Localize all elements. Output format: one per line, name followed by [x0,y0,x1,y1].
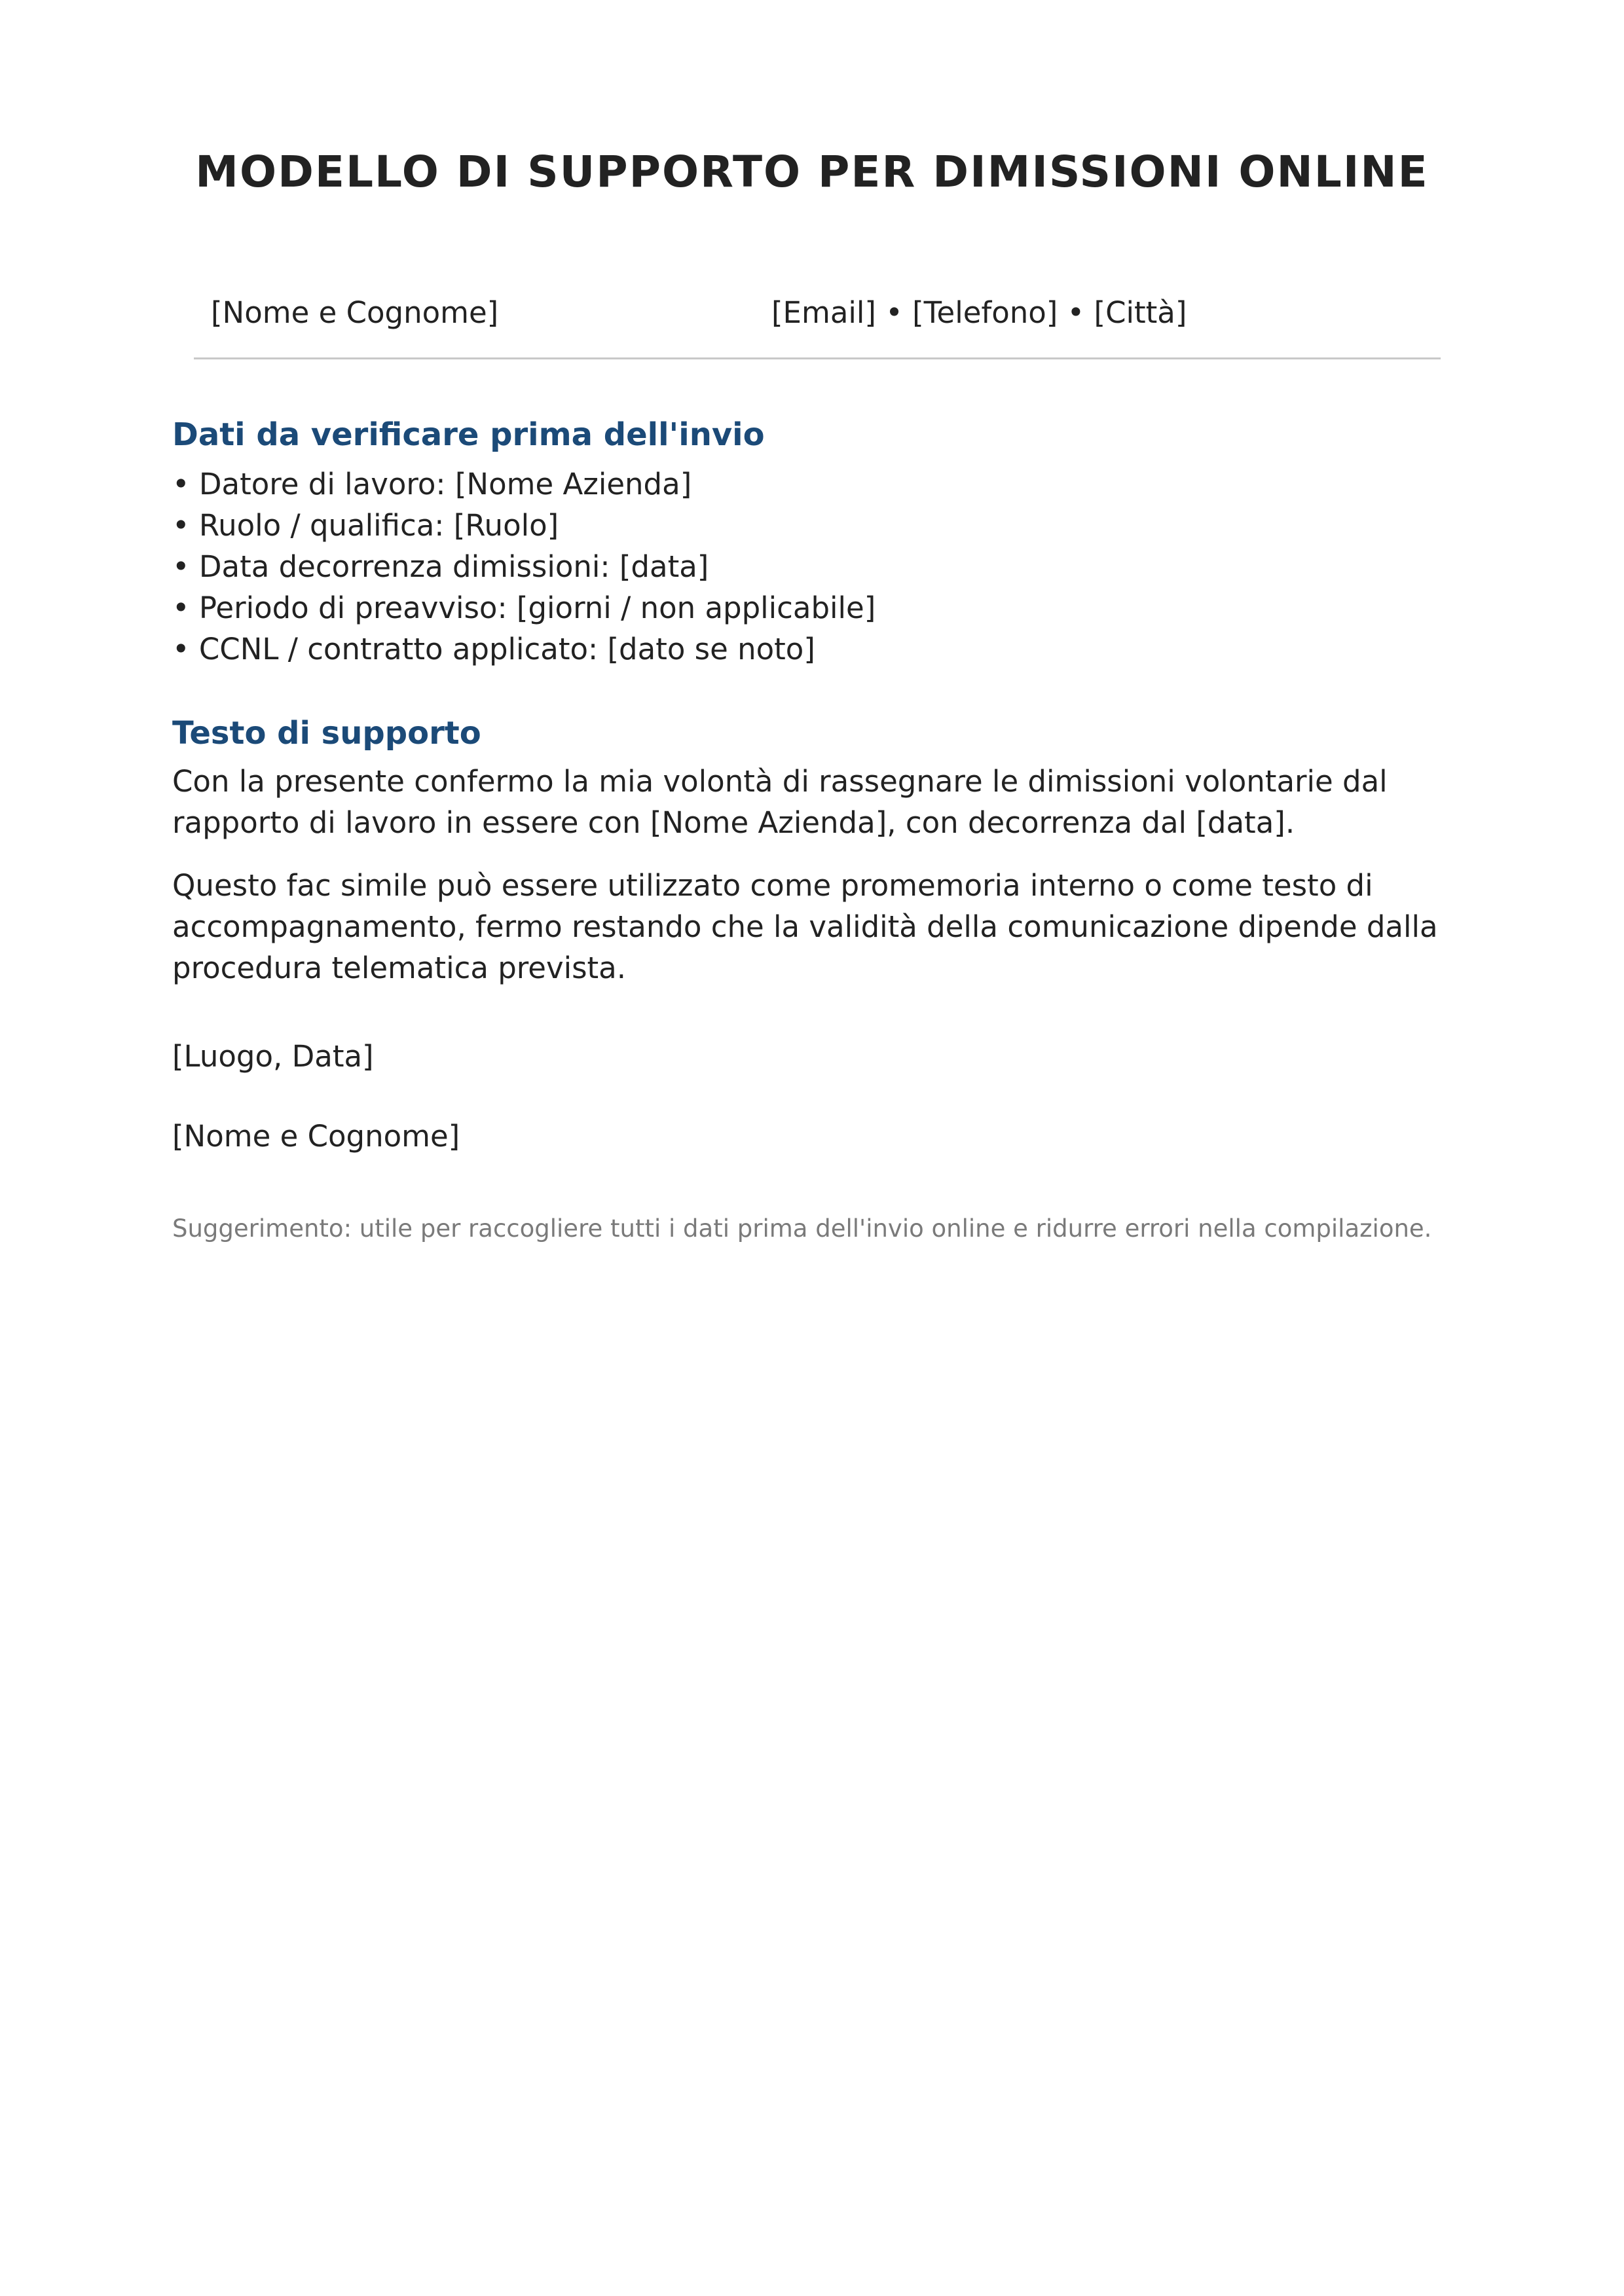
list-item: • CCNL / contratto applicato: [dato se noto] [172,632,815,666]
contact-name: [Nome e Cognome] [211,295,499,330]
support-text-heading: Testo di supporto [172,715,481,752]
checklist-list [172,464,876,670]
footer-hint: Suggerimento: utile per raccogliere tutti i dati prima dell'invio online e ridurre errori nella compilazione. [172,1214,1432,1243]
contact-header [194,288,1441,359]
list-item: • Data decorrenza dimissioni: [data] [172,549,709,584]
checklist-heading: Dati da verificare prima dell'invio [172,416,765,453]
place-date: [Luogo, Data] [172,1039,374,1074]
support-paragraph-2: Questo fac simile può essere utilizzato come promemoria interno o come testo di accompagnamento, fermo restando che la validità della comunicazione dipende dalla procedura telematica prevista. [172,868,1438,985]
document-title: MODELLO DI SUPPORTO PER DIMISSIONI ONLINE [195,147,1429,197]
signature-name: [Nome e Cognome] [172,1119,460,1154]
contact-details: [Email] • [Telefono] • [Città] [771,295,1187,330]
support-paragraph-1: Con la presente confermo la mia volontà di rassegnare le dimissioni volontarie dal rapporto di lavoro in essere con [Nome Azienda], con decorrenza dal [data]. [172,764,1388,840]
list-item: • Ruolo / qualifica: [Ruolo] [172,508,559,543]
list-item: • Datore di lavoro: [Nome Azienda] [172,467,692,501]
list-item: • Periodo di preavviso: [giorni / non applicabile] [172,591,876,625]
